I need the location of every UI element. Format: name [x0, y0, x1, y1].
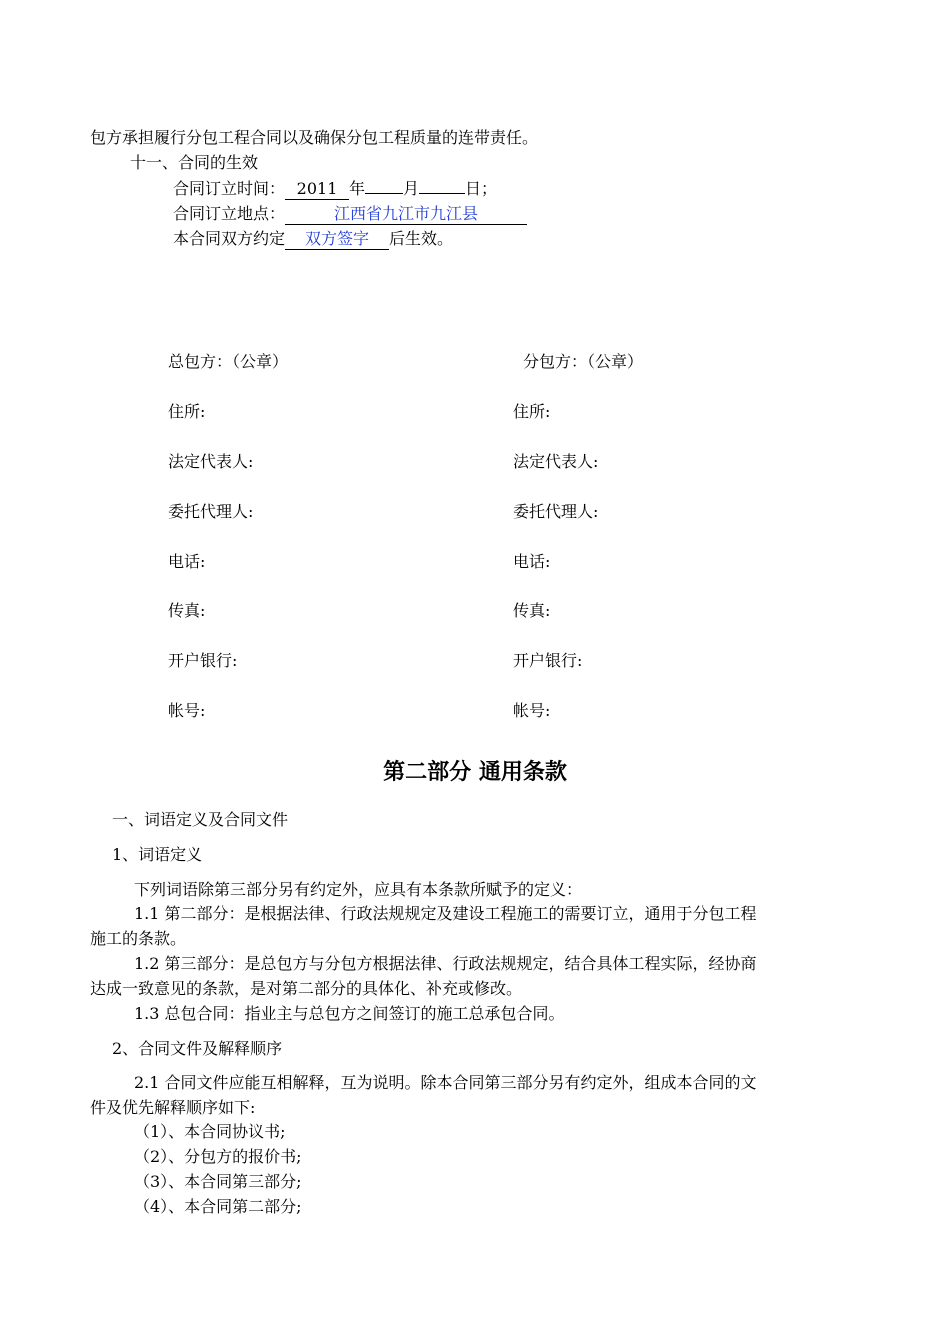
list-item: （1）、本合同协议书; [134, 1122, 286, 1141]
right-account-label: 帐号: [513, 701, 551, 720]
definition-1-3: 1.3 总包合同：指业主与总包方之间签订的施工总承包合同。 [134, 1004, 565, 1023]
clause-2-1-line1: 2.1 合同文件应能互相解释，互为说明。除本合同第三部分另有约定外，组成本合同的文 [134, 1073, 757, 1092]
left-bank-label: 开户银行: [168, 651, 238, 670]
left-legal-rep-label: 法定代表人: [168, 452, 254, 471]
definitions-intro: 下列词语除第三部分另有约定外，应具有本条款所赋予的定义： [134, 880, 583, 899]
subsection-2-title: 2、合同文件及解释顺序 [112, 1039, 283, 1058]
right-phone-label: 电话: [513, 552, 551, 571]
continuation-text: 包方承担履行分包工程合同以及确保分包工程质量的连带责任。 [90, 128, 539, 147]
right-address-label: 住所: [513, 402, 551, 421]
clause-2-1-line2: 件及优先解释顺序如下: [90, 1098, 256, 1117]
left-agent-label: 委托代理人: [168, 502, 254, 521]
signing-month-value [365, 193, 403, 194]
definition-1-2-line1: 1.2 第三部分：是总包方与分包方根据法律、行政法规规定，结合具体工程实际，经协商 [134, 954, 757, 973]
signing-place-line [173, 203, 527, 225]
definition-1-1-line2: 施工的条款。 [90, 929, 187, 948]
effect-suffix: 后生效。 [389, 229, 454, 248]
signing-place-label: 合同订立地点： [173, 204, 286, 223]
general-contractor-title: 总包方：（公章） [168, 352, 289, 371]
right-agent-label: 委托代理人: [513, 502, 599, 521]
list-item: （4）、本合同第二部分; [134, 1197, 302, 1216]
list-item: （3）、本合同第三部分; [134, 1172, 302, 1191]
right-fax-label: 传真: [513, 601, 551, 620]
right-legal-rep-label: 法定代表人: [513, 452, 599, 471]
signing-year-value: 2011 [285, 179, 349, 200]
subcontractor-title: 分包方：（公章） [523, 352, 644, 371]
list-item: （2）、分包方的报价书; [134, 1147, 302, 1166]
effect-value: 双方签字 [285, 229, 389, 250]
section-1-title: 一、词语定义及合同文件 [112, 810, 289, 829]
definition-1-2-line2: 达成一致意见的条款，是对第二部分的具体化、补充或修改。 [90, 979, 523, 998]
left-phone-label: 电话: [168, 552, 206, 571]
effect-prefix: 本合同双方约定 [173, 229, 286, 248]
month-char: 月 [403, 179, 420, 198]
part-two-heading: 第二部分 通用条款 [383, 760, 567, 785]
left-account-label: 帐号: [168, 701, 206, 720]
signing-date-label: 合同订立时间： [173, 179, 286, 198]
signing-day-value [419, 193, 465, 194]
left-fax-label: 传真: [168, 601, 206, 620]
signing-place-value: 江西省九江市九江县 [285, 204, 527, 225]
effect-line [173, 228, 453, 250]
left-address-label: 住所: [168, 402, 206, 421]
subsection-1-title: 1、词语定义 [112, 845, 203, 864]
signing-date-line [173, 178, 497, 200]
right-bank-label: 开户银行: [513, 651, 583, 670]
section-11-title: 十一、合同的生效 [130, 153, 259, 172]
day-char: 日； [465, 179, 498, 198]
year-char: 年 [349, 179, 366, 198]
definition-1-1-line1: 1.1 第二部分：是根据法律、行政法规规定及建设工程施工的需要订立，通用于分包工程 [134, 904, 757, 923]
